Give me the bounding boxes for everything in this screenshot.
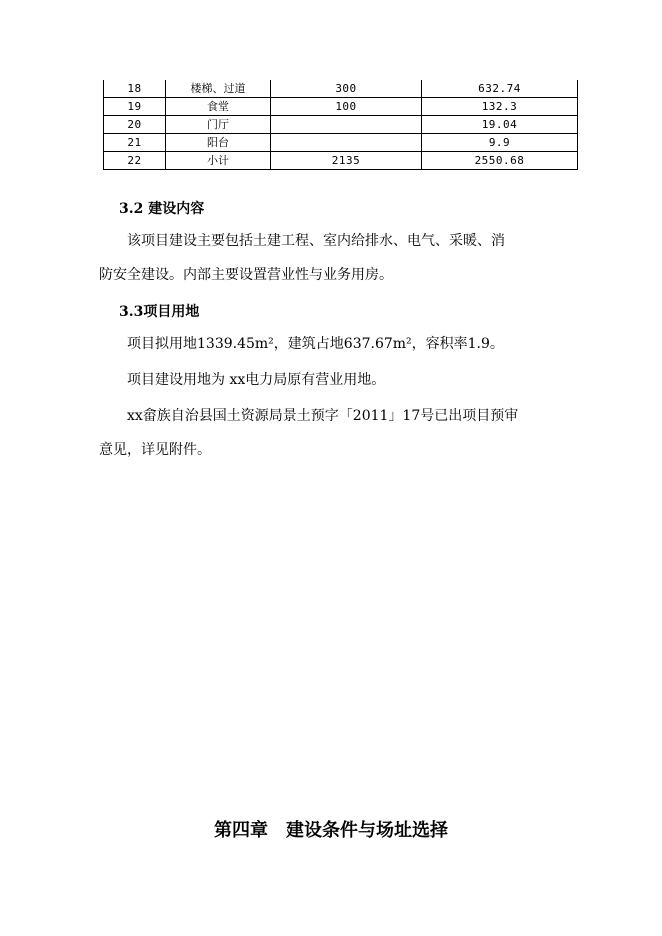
row-number: 22 bbox=[104, 152, 166, 170]
row-name: 楼梯、过道 bbox=[166, 80, 271, 98]
row-number: 20 bbox=[104, 116, 166, 134]
paragraph-line: 项目建设用地为 xx电力局原有营业用地。 bbox=[127, 372, 386, 388]
table-row bbox=[104, 98, 578, 116]
row-name: 阳台 bbox=[166, 134, 271, 152]
paragraph-line: xx畲族自治县国土资源局景土预字「2011」17号已出项目预审 bbox=[127, 408, 519, 424]
row-value-b: 132.3 bbox=[422, 98, 578, 116]
row-number: 18 bbox=[104, 80, 166, 98]
row-value-a: 2135 bbox=[271, 152, 422, 170]
chapter-title: 第四章 建设条件与场址选择 bbox=[214, 820, 448, 841]
paragraph-line: 项目拟用地1339.45m²，建筑占地637.67m²，容积率1.9。 bbox=[127, 336, 504, 352]
row-value-b: 19.04 bbox=[422, 116, 578, 134]
row-number: 19 bbox=[104, 98, 166, 116]
table-row bbox=[104, 134, 578, 152]
row-value-b: 9.9 bbox=[422, 134, 578, 152]
section-heading-3-2: 3.2 建设内容 bbox=[119, 201, 205, 217]
table-row bbox=[104, 80, 578, 98]
row-number: 21 bbox=[104, 134, 166, 152]
paragraph-line: 防安全建设。内部主要设置营业性与业务用房。 bbox=[99, 267, 393, 283]
table-row bbox=[104, 116, 578, 134]
row-name: 门厅 bbox=[166, 116, 271, 134]
table-row bbox=[104, 152, 578, 170]
row-value-a: 300 bbox=[271, 80, 422, 98]
row-name: 小计 bbox=[166, 152, 271, 170]
row-value-a bbox=[271, 134, 422, 152]
row-value-a bbox=[271, 116, 422, 134]
section-heading-3-3: 3.3项目用地 bbox=[119, 304, 200, 320]
row-name: 食堂 bbox=[166, 98, 271, 116]
row-value-b: 632.74 bbox=[422, 80, 578, 98]
row-value-a: 100 bbox=[271, 98, 422, 116]
paragraph-line: 该项目建设主要包括土建工程、室内给排水、电气、采暖、消 bbox=[127, 233, 505, 249]
paragraph-line: 意见，详见附件。 bbox=[99, 442, 211, 458]
row-value-b: 2550.68 bbox=[422, 152, 578, 170]
area-table bbox=[103, 80, 578, 170]
